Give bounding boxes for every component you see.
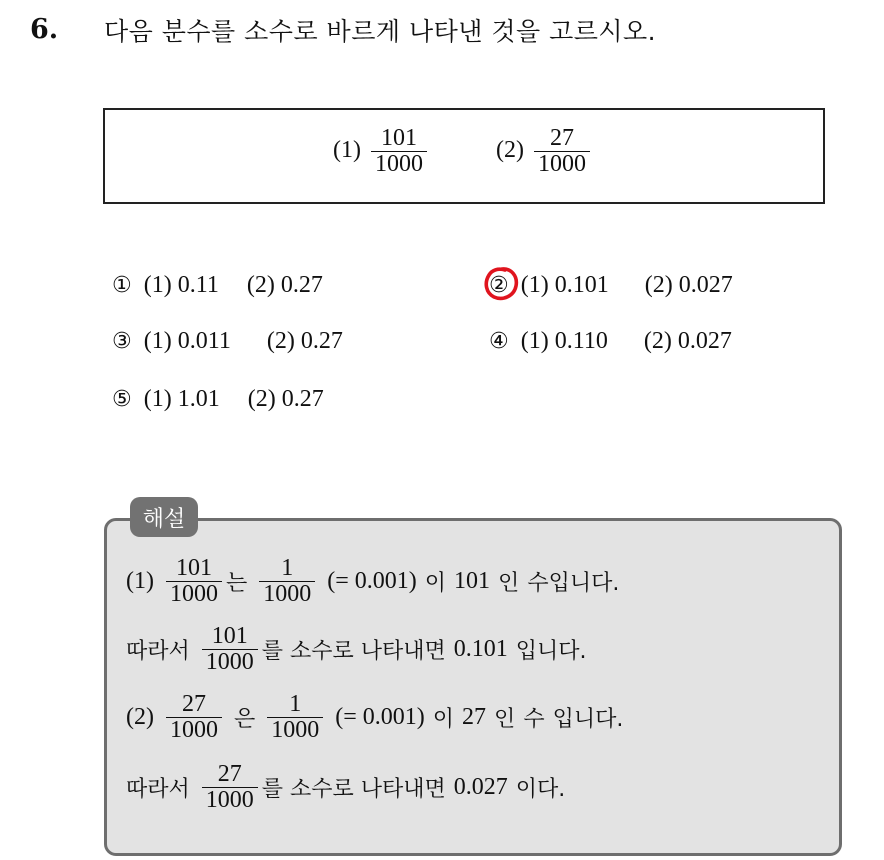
fraction-denominator: 1000 bbox=[259, 581, 315, 607]
choice-2[interactable] bbox=[489, 272, 733, 299]
line3-number: 27 bbox=[462, 704, 487, 731]
fraction-denominator: 1000 bbox=[202, 787, 258, 813]
line1-word-4: 수입니다. bbox=[527, 571, 620, 597]
problem-item-2 bbox=[496, 126, 594, 177]
choice-4-part1: (1) 0.110 bbox=[520, 328, 608, 354]
problem-item-2-fraction bbox=[534, 126, 590, 177]
line2-suffix: 입니다. bbox=[515, 639, 587, 665]
line2-fraction bbox=[202, 624, 258, 675]
line3-word-1: 은 bbox=[233, 707, 256, 733]
line4-fraction bbox=[202, 762, 258, 813]
explanation-line-3 bbox=[126, 692, 623, 743]
choice-5-symbol: ⑤ bbox=[112, 387, 132, 412]
line1-fraction-1 bbox=[166, 556, 222, 607]
line2-value: 0.101 bbox=[453, 636, 508, 663]
choice-4[interactable] bbox=[489, 328, 732, 355]
line1-paren: (= 0.001) bbox=[327, 568, 417, 595]
choice-5-part2: (2) 0.27 bbox=[247, 386, 324, 412]
line3-label: (2) bbox=[126, 704, 154, 731]
problem-item-1-label: (1) bbox=[333, 137, 361, 164]
line4-suffix: 이다. bbox=[515, 777, 566, 803]
line3-fraction-1 bbox=[166, 692, 222, 743]
question-text: 다음 분수를 소수로 바르게 나타낸 것을 고르시오. bbox=[104, 17, 657, 46]
fraction-denominator: 1000 bbox=[166, 581, 222, 607]
fraction-denominator: 1000 bbox=[371, 151, 427, 177]
fraction-numerator: 27 bbox=[217, 761, 242, 787]
choice-1[interactable] bbox=[112, 272, 323, 299]
choice-3-symbol: ③ bbox=[112, 329, 132, 354]
line3-word-4: 수 bbox=[523, 707, 545, 733]
line3-paren: (= 0.001) bbox=[335, 704, 425, 731]
line1-word-3: 인 bbox=[498, 571, 520, 597]
problem-item-1 bbox=[333, 126, 431, 177]
fraction-denominator: 1000 bbox=[267, 717, 323, 743]
line3-fraction-2 bbox=[267, 692, 323, 743]
fraction-denominator: 1000 bbox=[202, 649, 258, 675]
fraction-numerator: 101 bbox=[380, 125, 417, 151]
problem-item-1-fraction bbox=[371, 126, 427, 177]
line3-word-5: 입니다. bbox=[552, 707, 624, 733]
fraction-denominator: 1000 bbox=[166, 717, 222, 743]
choice-4-part2: (2) 0.027 bbox=[643, 328, 732, 354]
explanation-line-4 bbox=[126, 762, 565, 813]
fraction-numerator: 27 bbox=[549, 125, 574, 151]
fraction-numerator: 1 bbox=[289, 691, 302, 717]
line4-middle: 를 소수로 나타내면 bbox=[261, 777, 446, 803]
choice-2-symbol: ② bbox=[489, 273, 509, 298]
explanation-line-1 bbox=[126, 556, 619, 607]
choice-1-symbol: ① bbox=[112, 273, 132, 298]
choice-4-symbol: ④ bbox=[489, 329, 509, 354]
line1-word-2: 이 bbox=[424, 571, 447, 597]
circle-stroke bbox=[486, 269, 516, 298]
choice-2-part2: (2) 0.027 bbox=[644, 272, 733, 298]
fraction-numerator: 101 bbox=[211, 623, 248, 649]
line1-label: (1) bbox=[126, 568, 154, 595]
answer-circle-mark bbox=[481, 264, 521, 304]
choice-5[interactable] bbox=[112, 386, 324, 413]
fraction-denominator: 1000 bbox=[534, 151, 590, 177]
line2-middle: 를 소수로 나타내면 bbox=[261, 639, 446, 665]
choice-5-part1: (1) 1.01 bbox=[143, 386, 220, 412]
choice-3-part1: (1) 0.011 bbox=[143, 328, 231, 354]
line4-prefix: 따라서 bbox=[126, 777, 190, 803]
choice-3-part2: (2) 0.27 bbox=[266, 328, 343, 354]
problem-box bbox=[103, 108, 825, 204]
choice-1-part2: (2) 0.27 bbox=[246, 272, 323, 298]
explanation-line-2 bbox=[126, 624, 587, 675]
choice-1-part1: (1) 0.11 bbox=[143, 272, 219, 298]
line3-word-2: 이 bbox=[432, 707, 455, 733]
problem-item-2-label: (2) bbox=[496, 137, 524, 164]
question-number: 6. bbox=[30, 14, 59, 45]
choice-3[interactable] bbox=[112, 328, 343, 355]
choice-2-part1: (1) 0.101 bbox=[520, 272, 609, 298]
fraction-numerator: 101 bbox=[175, 555, 212, 581]
line3-word-3: 인 bbox=[494, 707, 516, 733]
fraction-numerator: 1 bbox=[281, 555, 294, 581]
fraction-numerator: 27 bbox=[181, 691, 206, 717]
line1-number: 101 bbox=[454, 568, 491, 595]
line1-fraction-2 bbox=[259, 556, 315, 607]
explanation-tab: 해설 bbox=[130, 497, 198, 537]
line2-prefix: 따라서 bbox=[126, 639, 190, 665]
line4-value: 0.027 bbox=[453, 774, 508, 801]
line1-word-1: 는 bbox=[225, 571, 248, 597]
